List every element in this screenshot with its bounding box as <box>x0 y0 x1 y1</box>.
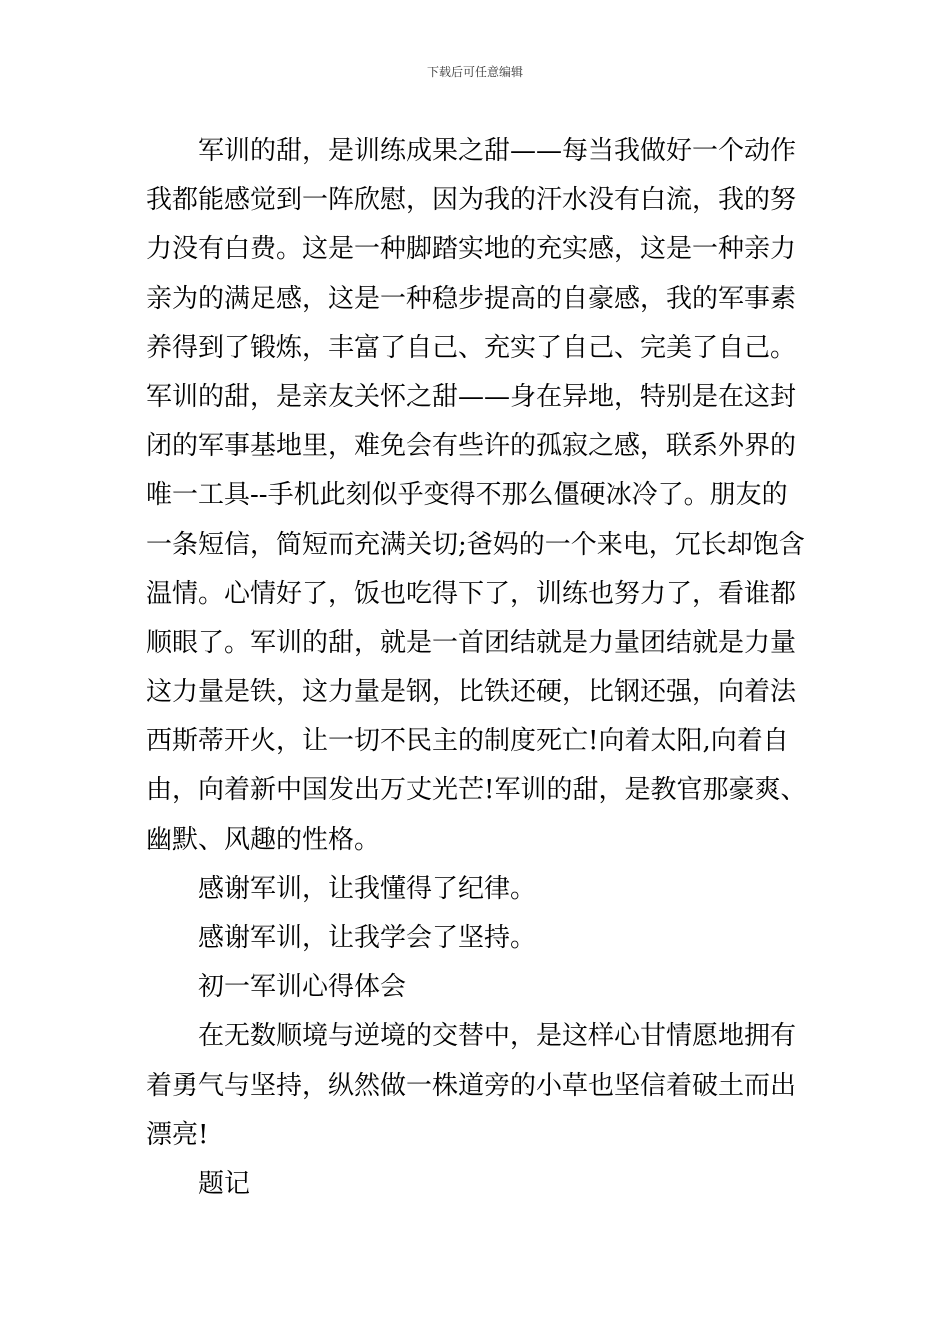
document-body <box>146 127 810 1209</box>
text-line: 亲为的满足感，这是一种稳步提高的自豪感，我的军事素 <box>146 283 797 314</box>
text-line: 温情。心情好了，饭也吃得下了，训练也努力了，看谁都 <box>146 578 797 609</box>
text-line: 军训的甜，是亲友关怀之甜——身在异地，特别是在这封 <box>146 381 797 412</box>
page-header: 下载后可任意编辑 <box>426 65 523 79</box>
text-line: 这力量是铁，这力量是钢，比铁还硬，比钢还强，向着法 <box>146 677 797 708</box>
text-line: 我都能感觉到一阵欣慰，因为我的汗水没有白流，我的努 <box>146 185 797 216</box>
text-line: 感谢军训，让我学会了坚持。 <box>198 923 537 953</box>
text-line: 在无数顺境与逆境的交替中，是这样心甘情愿地拥有 <box>198 1021 797 1052</box>
text-line: 力没有白费。这是一种脚踏实地的充实感，这是一种亲力 <box>146 234 797 265</box>
text-line: 幽默、风趣的性格。 <box>146 824 381 855</box>
text-line: 由，向着新中国发出万丈光芒!军训的甜，是教官那豪爽、 <box>146 775 807 806</box>
text-line: 闭的军事基地里，难免会有些许的孤寂之感，联系外界的 <box>146 431 797 462</box>
text-line: 西斯蒂开火，让一切不民主的制度死亡!向着太阳,向着自 <box>146 726 789 757</box>
text-line: 军训的甜，是训练成果之甜——每当我做好一个动作 <box>198 136 797 166</box>
text-line: 漂亮! <box>146 1119 209 1150</box>
text-line: 养得到了锻炼，丰富了自己、充实了自己、完美了自己。 <box>146 332 797 363</box>
text-line: 感谢军训，让我懂得了纪律。 <box>198 873 537 904</box>
text-line: 一条短信，简短而充满关切;爸妈的一个来电，冗长却饱含 <box>146 529 805 560</box>
text-line: 题记 <box>198 1168 251 1199</box>
text-line: 唯一工具--手机此刻似乎变得不那么僵硬冰冷了。朋友的 <box>146 480 788 511</box>
text-line: 着勇气与坚持，纵然做一株道旁的小草也坚信着破土而出 <box>146 1070 797 1101</box>
text-line: 顺眼了。军训的甜，就是一首团结就是力量团结就是力量 <box>146 627 797 658</box>
section-title: 初一军训心得体会 <box>198 972 407 1003</box>
